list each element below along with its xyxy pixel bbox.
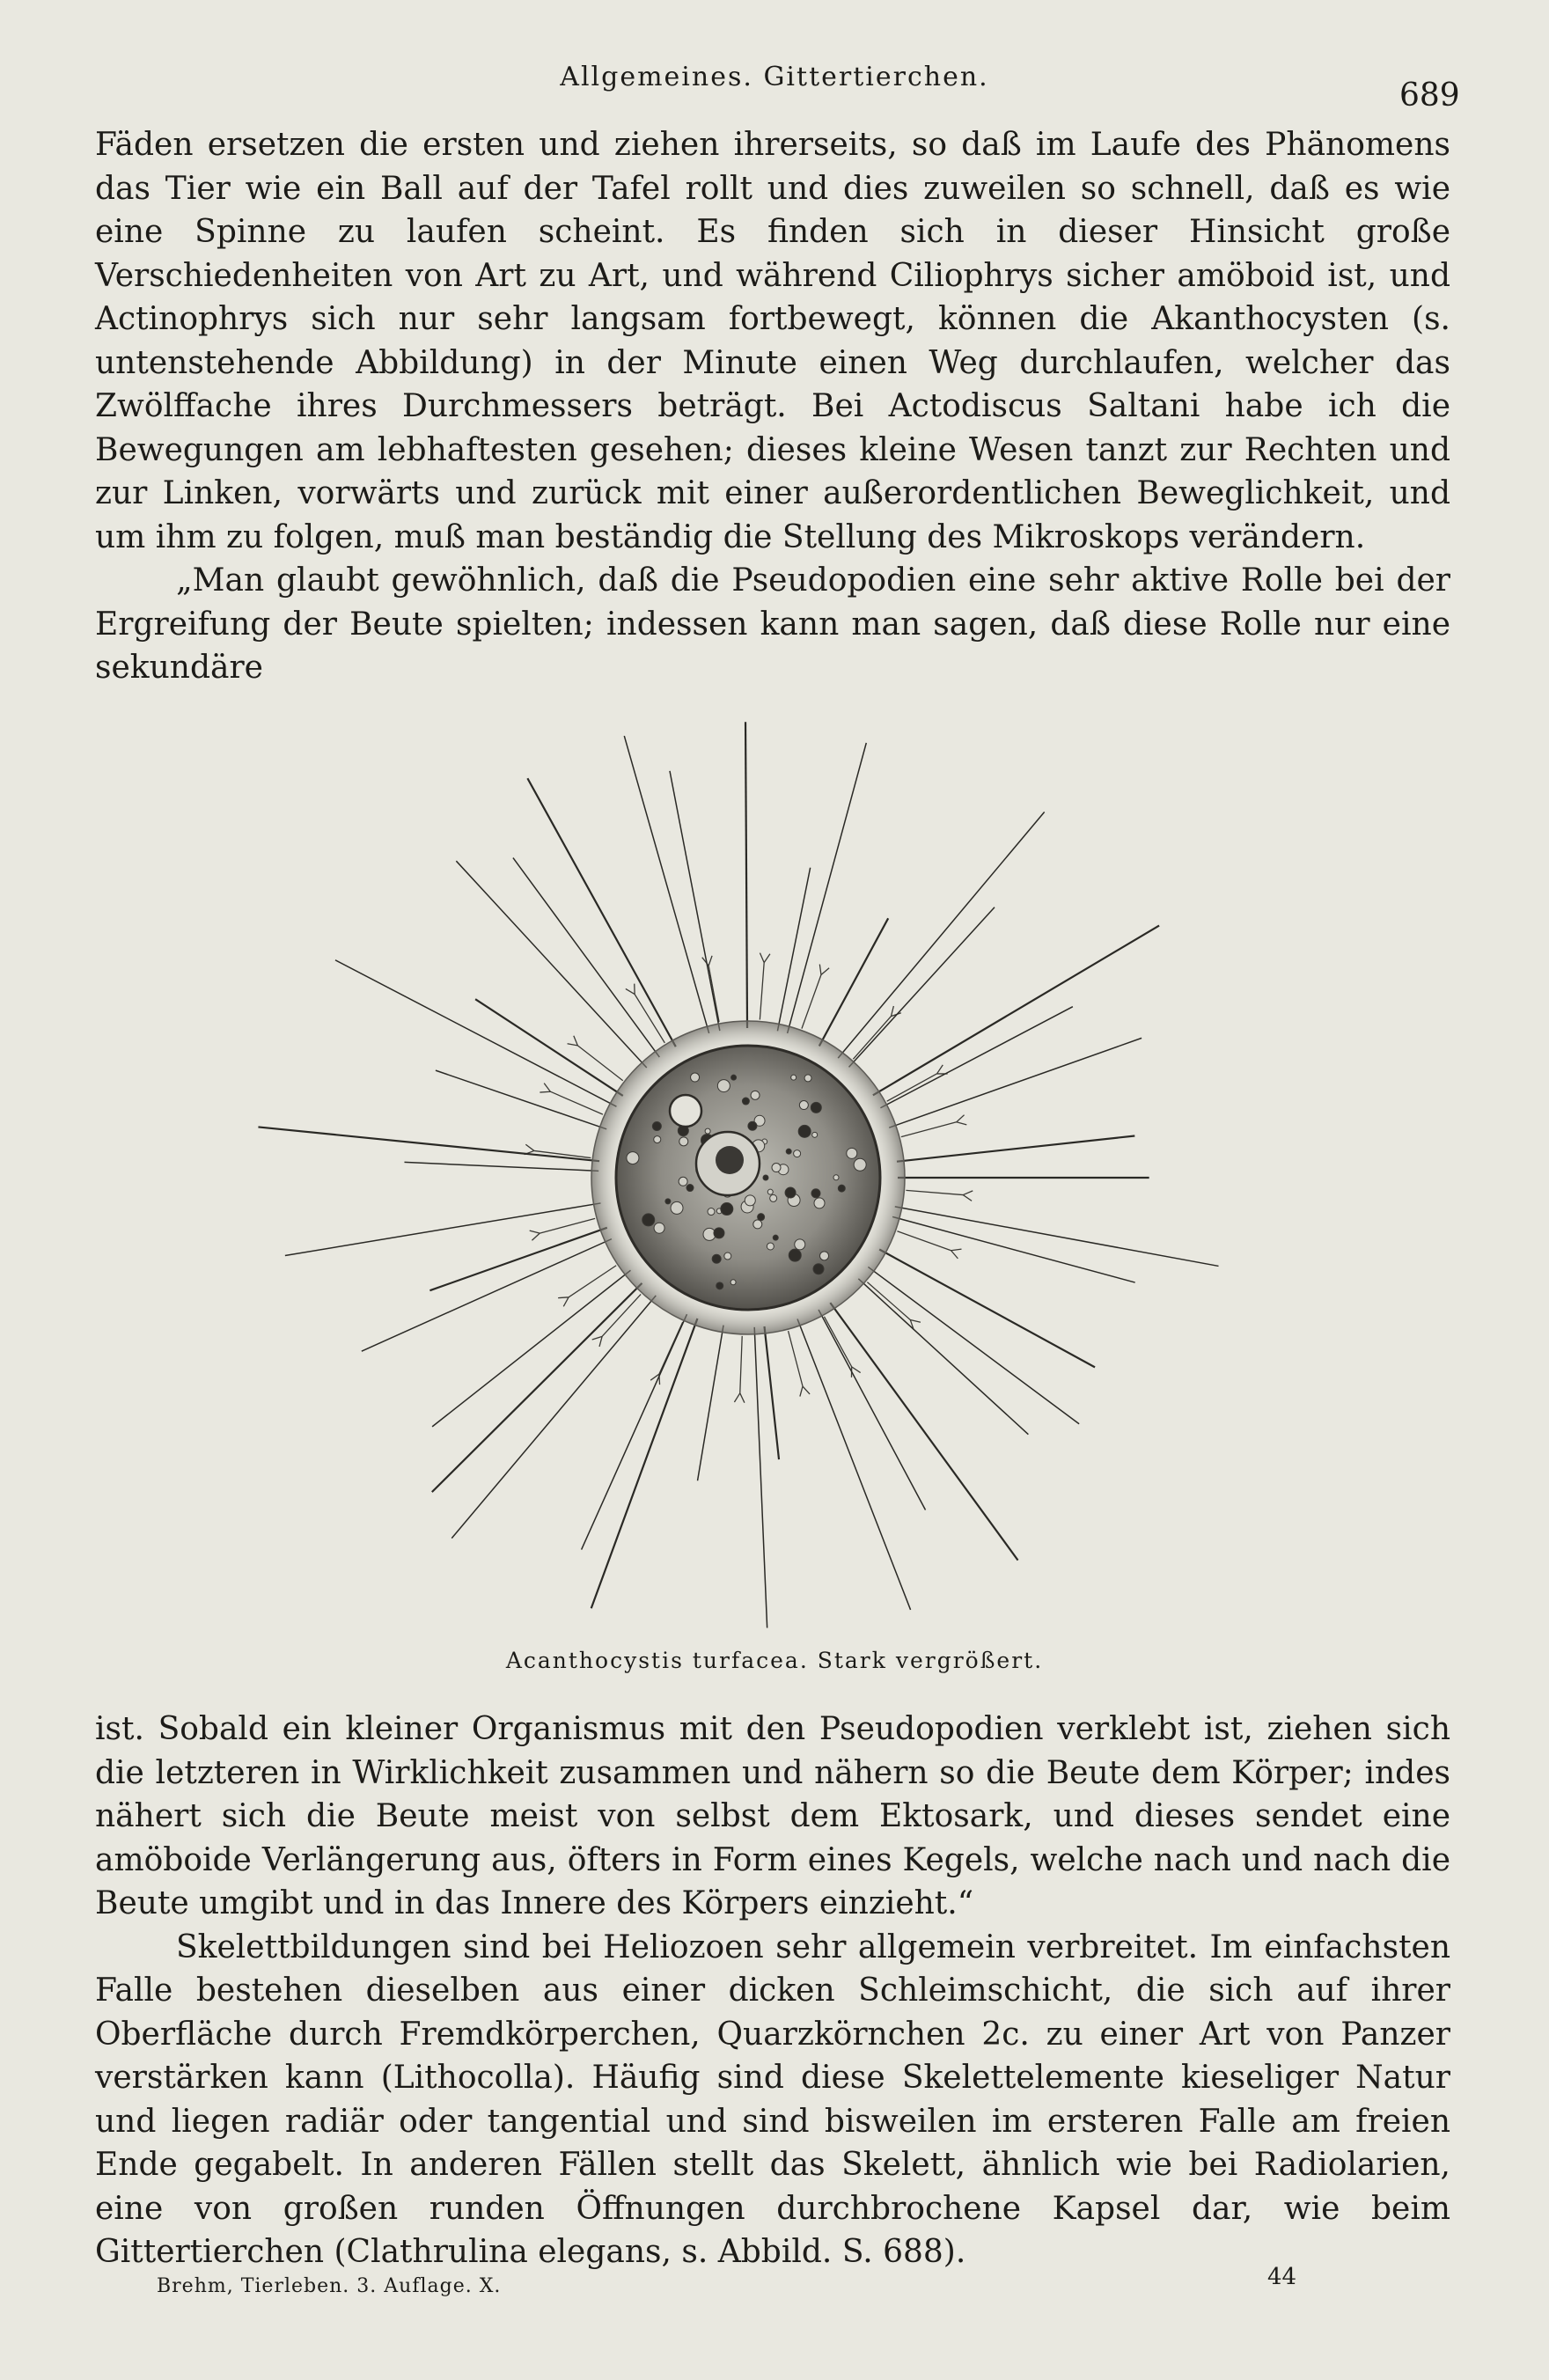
pseudopodium-spine — [797, 1319, 911, 1610]
pseudopodium-spine — [582, 1314, 687, 1549]
pseudopodium-spine — [404, 1162, 598, 1171]
forked-skeletal-spine — [897, 1231, 961, 1259]
pseudopodium-spine — [873, 926, 1159, 1096]
nucleus — [716, 1146, 744, 1174]
granule — [745, 1195, 755, 1206]
pseudopodium-spine — [258, 1127, 599, 1161]
pseudopodium-spine — [897, 1135, 1134, 1161]
pseudopodium-spine — [879, 1250, 1095, 1368]
granule — [627, 1152, 639, 1164]
pseudopodium-spine — [830, 1303, 1017, 1561]
granule — [724, 1252, 731, 1260]
lower-text-block — [95, 1708, 1450, 2274]
granule — [767, 1243, 774, 1250]
granule — [686, 1185, 694, 1192]
pseudopodium-spine — [432, 1283, 642, 1492]
pseudopodium-spine — [591, 1319, 698, 1608]
granule — [811, 1102, 821, 1113]
granule — [708, 1208, 715, 1216]
paragraph: ist. Sobald ein kleiner Organismus mit den Pseudopodien verklebt ist, ziehen sich die letzteren in Wirklichkeit zusammen und nähern so die Beute dem Körper; indes nähert sich die Beute meist von selbst dem Ektosark, und dieses sendet eine amöboide Verlängerung aus, öfters in Form eines Kegels, welche nach und nach die Beute umgibt und in das Innere des Körpers einzieht.“ — [95, 1711, 1450, 1921]
granule — [798, 1125, 811, 1137]
granule — [748, 1121, 757, 1130]
paragraph: „Man glaubt gewöhnlich, daß die Pseudopodien eine sehr aktive Rolle bei der Ergreifung der Beute spielten; indessen kann man sagen, daß diese Rolle nur eine sekundäre — [95, 562, 1450, 686]
pseudopodium-spine — [624, 736, 708, 1033]
granule — [721, 1203, 733, 1216]
pseudopodium-spine — [895, 1207, 1219, 1267]
forked-skeletal-spine — [760, 953, 770, 1020]
granule — [773, 1235, 778, 1240]
pseudopodium-spine — [788, 743, 867, 1033]
forked-skeletal-spine — [650, 1322, 683, 1385]
granule — [652, 1122, 661, 1131]
granule — [714, 1228, 724, 1238]
forked-skeletal-spine — [558, 1266, 616, 1307]
forked-skeletal-spine — [568, 1036, 623, 1081]
pseudopodium-spine — [432, 1270, 630, 1427]
forked-skeletal-spine — [887, 1065, 948, 1101]
granule — [785, 1187, 796, 1198]
page-number: 689 — [1399, 77, 1460, 114]
granule — [770, 1194, 777, 1201]
pseudopodium-spine — [838, 812, 1044, 1058]
granule — [742, 1098, 749, 1105]
acanthocystis-illustration — [238, 643, 1320, 1646]
signature-mark: 44 — [1267, 2264, 1297, 2290]
granule — [813, 1264, 824, 1274]
granule — [789, 1249, 801, 1261]
granule — [804, 1075, 811, 1082]
granule — [654, 1223, 664, 1233]
granule — [812, 1132, 818, 1137]
granule — [791, 1075, 797, 1080]
paragraph: Fäden ersetzen die ersten und ziehen ihrerseits, so daß im Laufe des Phänomens das Tier wie ein Ball auf der Tafel rollt und dies zuweilen so schnell, daß es wie eine Spinne zu laufen scheint. Es finden sich in dieser Hinsicht große Verschiedenheiten von Art zu Art, und während Ciliophrys sicher amöboid ist, und Actinophrys sich nur sehr langsam fortbewegt, können die Akanthocysten (s. untenstehende Abbildung) in der Minute einen Weg durchlaufen, welcher das Zwölffache ihres Durchmessers beträgt. Bei Actodiscus Saltani habe ich die Bewegungen am lebhaftesten gesehen; dieses kleine Wesen tanzt zur Rechten und zur Linken, vorwärts und zurück mit einer außerordentlichen Beweglichkeit, und um ihm zu folgen, muß man beständig die Stellung des Mikroskops verändern. — [95, 127, 1450, 555]
figure-caption: Acanthocystis turfacea. Stark vergrößert. — [505, 1648, 1044, 1673]
granule — [767, 1189, 773, 1194]
forked-skeletal-spine — [802, 965, 829, 1029]
forked-skeletal-spine — [824, 1317, 860, 1377]
pseudopodium-spine — [868, 1267, 1079, 1423]
forked-skeletal-spine — [867, 1282, 921, 1330]
granule — [753, 1220, 762, 1229]
forked-skeletal-spine — [734, 1336, 744, 1403]
forked-skeletal-spine — [592, 1294, 641, 1346]
granule — [679, 1177, 687, 1186]
granule — [820, 1252, 829, 1260]
pseudopodium-spine — [698, 1326, 723, 1481]
forked-skeletal-spine — [901, 1115, 966, 1137]
pseudopodium-spine — [777, 868, 810, 1032]
pseudopodium-spine — [858, 1279, 1028, 1435]
granule — [717, 1080, 730, 1092]
forked-skeletal-spine — [853, 1006, 900, 1059]
running-head: Allgemeines. Gittertierchen. — [560, 62, 989, 92]
paragraph: Skelettbildungen sind bei Heliozoen sehr allgemein verbreitet. Im einfachsten Falle bestehen dieselben aus einer dicken Schleimschicht, die sich auf ihrer Oberfläche durch Fremdkörperchen, Quarzkörnchen 2c. zu einer Art von Panzer verstärken kann (Lithocolla). Häufig sind diese Skelettelemente kieseliger Natur und liegen radiär oder tangential und sind bisweilen im ersteren Falle am freien Ende gegabelt. In anderen Fällen stellt das Skelett, ähnlich wie bei Radiolarien, eine von großen runden Öffnungen durchbrochene Kapsel dar, wie beim Gittertierchen (Clathrulina elegans, s. Abbild. S. 688). — [95, 1928, 1450, 2270]
pseudopodium-spine — [451, 1296, 656, 1539]
granule — [786, 1149, 791, 1154]
forked-skeletal-spine — [530, 1218, 595, 1240]
granule — [712, 1254, 721, 1263]
pseudopodium-spine — [513, 858, 659, 1057]
granule — [716, 1282, 723, 1289]
granule — [679, 1137, 688, 1146]
granule — [665, 1199, 671, 1204]
pseudopodium-spine — [362, 1239, 612, 1352]
pseudopodium-spine — [527, 778, 675, 1047]
granule — [833, 1175, 839, 1180]
pseudopodium-spine — [819, 918, 888, 1046]
granule — [794, 1150, 801, 1157]
pseudopodium-spine — [754, 1327, 767, 1628]
footer-imprint: Brehm, Tierleben. 3. Auflage. X. — [157, 2275, 502, 2297]
pseudopodium-spine — [745, 722, 747, 1028]
pseudopodium-spine — [764, 1326, 779, 1459]
granule — [705, 1128, 710, 1134]
granule — [671, 1201, 683, 1214]
granule — [751, 1091, 760, 1099]
pseudopodium-spine — [436, 1070, 606, 1129]
granule — [763, 1175, 768, 1180]
contractile-vacuole — [670, 1095, 701, 1127]
granule — [811, 1189, 820, 1198]
forked-skeletal-spine — [525, 1144, 591, 1157]
granule — [642, 1214, 655, 1226]
granule — [772, 1164, 781, 1172]
upper-text-block — [95, 123, 1450, 690]
pseudopodium-spine — [670, 771, 720, 1031]
granule — [758, 1214, 765, 1221]
forked-skeletal-spine — [906, 1190, 973, 1201]
pseudopodium-spine — [475, 999, 623, 1096]
pseudopodium-spine — [849, 907, 995, 1068]
pseudopodium-spine — [880, 1007, 1072, 1108]
granule — [691, 1073, 700, 1082]
pseudopodium-spine — [456, 861, 646, 1068]
granule — [731, 1075, 737, 1080]
granule — [838, 1185, 845, 1192]
granule — [730, 1280, 736, 1285]
granule — [654, 1136, 661, 1143]
pseudopodium-spine — [892, 1216, 1135, 1282]
granule — [795, 1239, 805, 1250]
granule — [854, 1158, 866, 1171]
granule — [814, 1198, 825, 1208]
granule — [847, 1148, 857, 1158]
granule — [799, 1101, 808, 1110]
